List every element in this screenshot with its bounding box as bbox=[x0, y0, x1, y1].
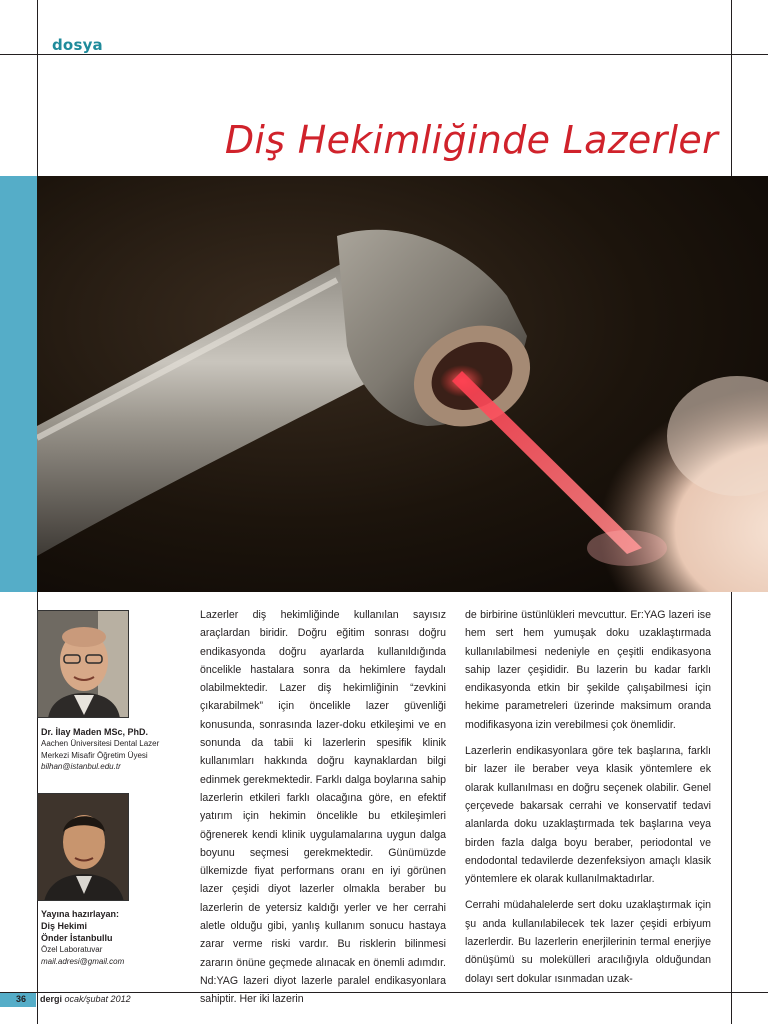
right-margin-rule bbox=[731, 0, 732, 176]
editor-name: Önder İstanbullu bbox=[41, 933, 113, 943]
paragraph: de birbirine üstünlükleri mevcuttur. Er:YAG lazeri ise hem sert hem yumuşak doku uzaklaştırmada kullanılabilmesi nedeniyle en çeşitli endikasyona sahip lazer çeşididir. Bu lazerin bu kadar farklı endikasyonda etkin bir şekilde çalışabilmesi için hekime parametreleri üzerinde maksimum oranda modifikasyona izin verebilmesi çok önemlidir. bbox=[465, 609, 711, 731]
accent-block bbox=[0, 176, 37, 592]
author-info-2 bbox=[41, 908, 171, 967]
author-affiliation-line1: Aachen Üniversitesi Dental Lazer bbox=[41, 739, 160, 748]
article-column-1 bbox=[200, 606, 446, 1017]
editor-email: mail.adresi@gmail.com bbox=[41, 956, 125, 966]
magazine-name: dergi bbox=[40, 994, 63, 1004]
left-margin-rule bbox=[37, 0, 38, 176]
paragraph: Lazerlerin endikasyonlara göre tek başlarına, farklı bir lazer ile beraber veya klasik yöntemlere ek olarak kullanılması en doğru seçenek olabilir. Genel çerçevede bakarsak cerrahi ve konservatif tedavi alanlarda doku uzaklaştırmada tek başlarına veya birden fazla dalga boyu beraber, periodontal ve endodontal tedavilerde dezenfeksiyon amaçlı klasik yöntemlere ek olarak kullanılmaktadırlar. bbox=[465, 745, 711, 886]
editor-affiliation: Özel Laboratuvar bbox=[41, 945, 103, 954]
author-affiliation-line2: Merkezi Misafir Öğretim Üyesi bbox=[41, 750, 148, 760]
editor-role: Yayına hazırlayan: bbox=[41, 909, 120, 919]
author-name: Dr. İlay Maden MSc, PhD. bbox=[41, 727, 149, 737]
article-title: Diş Hekimliğinde Lazerler bbox=[224, 118, 718, 162]
article-column-2 bbox=[465, 606, 711, 996]
author-photo-onder-istanbullu bbox=[37, 793, 129, 901]
section-tag: dosya bbox=[52, 36, 103, 54]
author-photo-ilay-maden bbox=[37, 610, 129, 718]
right-margin-rule-lower bbox=[731, 592, 732, 1024]
page-number: 36 bbox=[16, 994, 27, 1004]
paragraph: Lazerler diş hekimliğinde kullanılan sayısız araçlardan biridir. Doğru eğitim sonrası doğru endikasyonda doğru ayarlarda kullanıldığında öncelikle hastalara sonra da hekimlere faydalı olabilmektedir. Lazer diş hekimliğinin “zevkini çıkarabilmek” için öncelikle lazer güvenliği konusunda, sonrasında lazer-doku etkileşimi ve en sonunda da tabii ki lazerlerin spesifik klinik kullanımları hakkında doğru kaynaklardan bilgi edinmek gerekmektedir. Farklı dalga boylarına sahip lazerlerin etkileri farklı olacağına göre, en efektif yatırım için hekimin öncelikle bu etkileşimleri öğrenerek kendi klinik uygulamalarına uygun dalga boyunu seçmesi gerekmektedir. Günümüzde ülkemizde fiyat performans oranı en iyi görünen lazer çeşidi diyot lazerler olmakla beraber bu lazerlerin de yetersiz kaldığı yerler ve her cerrahi aletle olduğu gibi, yanlış kullanım sonucu hastaya zarar verme riski vardır. Bu risklerin bilinmesi zararın önüne geçmede alınacak en önemli adımdır. Nd:YAG lazeri diyot lazerle paralel endikasyonlara sahiptir. Her iki lazerin bbox=[200, 609, 446, 1006]
hero-image-laser-handpiece bbox=[37, 176, 768, 592]
footer-magazine bbox=[40, 994, 131, 1004]
author-email: bilhan@istanbul.edu.tr bbox=[41, 762, 121, 771]
issue-date: ocak/şubat 2012 bbox=[64, 994, 131, 1004]
paragraph: Cerrahi müdahalelerde sert doku uzaklaştırmak için şu anda kullanılabilecek tek lazer çeşidi erbiyum lazerlerdir. Bu lazerlerin enerjilerinin termal enerjiye dönüşümü su molekülleri aracılığıyla olduğundan dolayı sert dokular ısınmadan uzak- bbox=[465, 899, 711, 985]
editor-title: Diş Hekimi bbox=[41, 921, 88, 931]
top-rule bbox=[0, 54, 768, 55]
author-info-1 bbox=[41, 726, 171, 773]
